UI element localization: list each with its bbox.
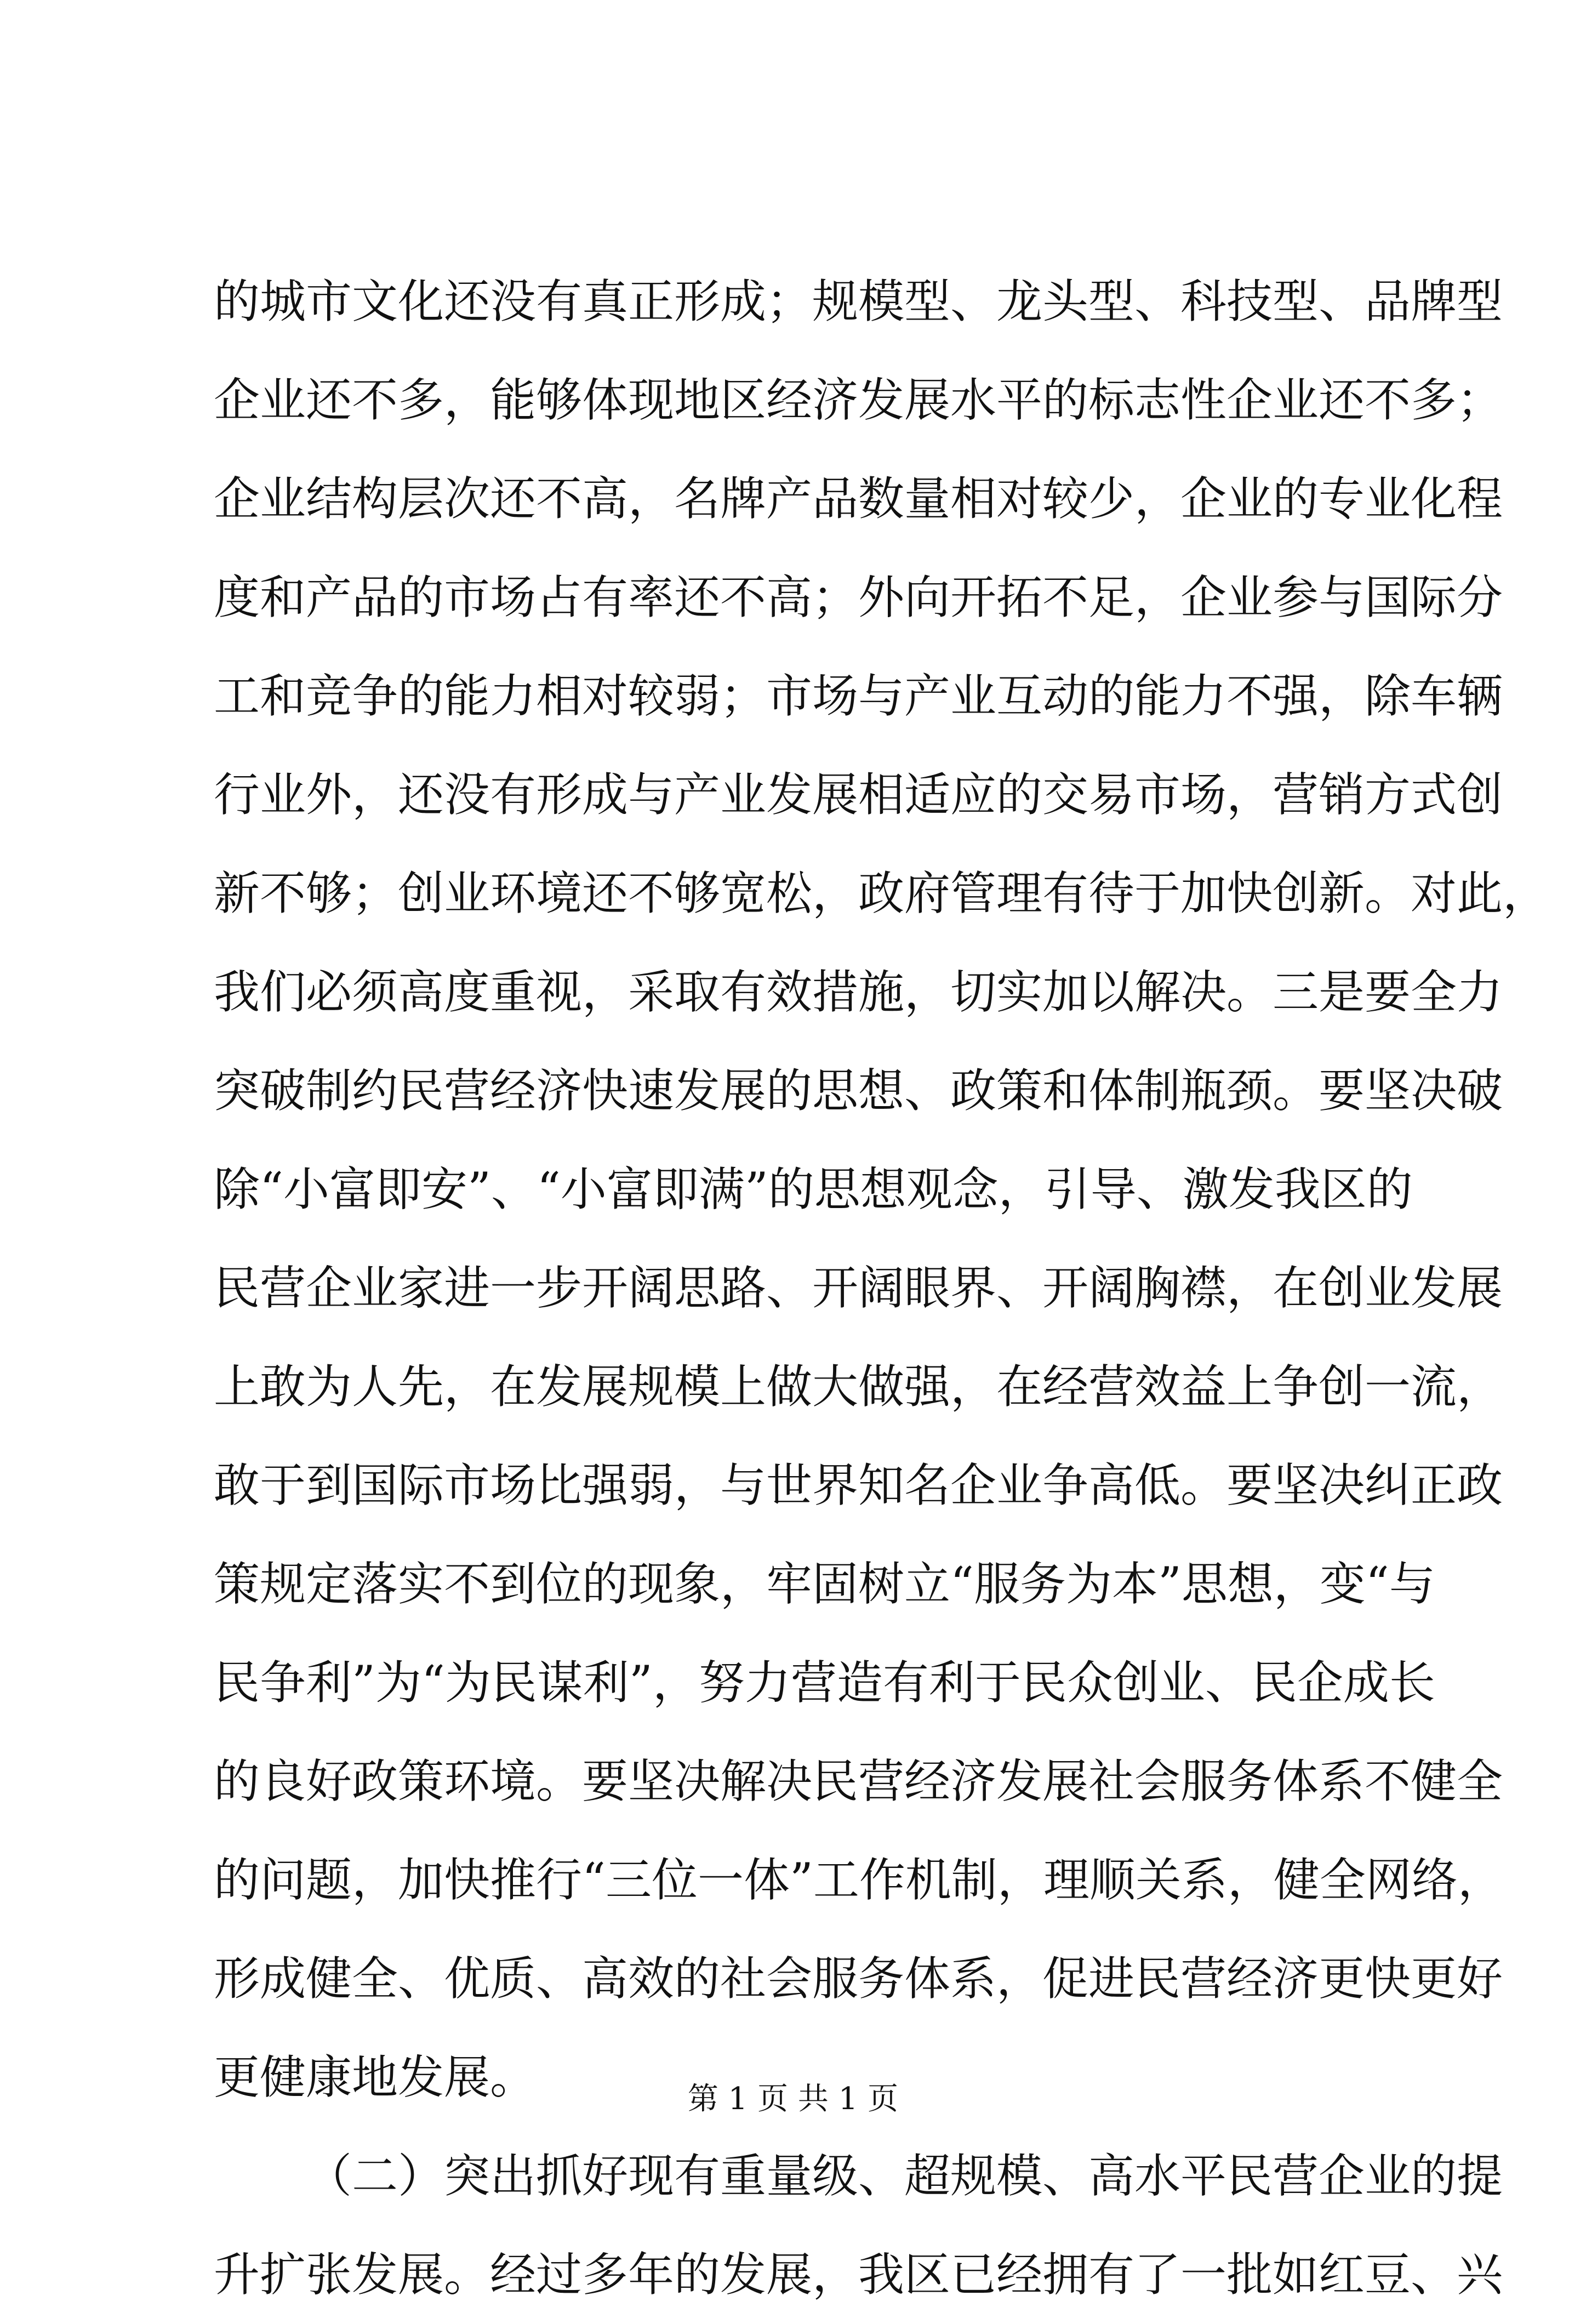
paragraph-1	[214, 252, 1549, 2127]
text-line: 除“小富即安”、“小富即满”的思想观念，引导、激发我区的	[214, 1163, 1413, 1216]
text-line: 度和产品的市场占有率还不高；外向开拓不足，企业参与国际分	[214, 571, 1503, 624]
page-number-label: 第 1 页 共 1 页	[687, 2081, 899, 2117]
text-line: 的良好政策环境。要坚决解决民营经济发展社会服务体系不健全	[214, 1755, 1503, 1808]
document-body	[214, 252, 1549, 2324]
text-line: 工和竞争的能力相对较弱；市场与产业互动的能力不强，除车辆	[214, 669, 1503, 723]
page-footer	[0, 2077, 1586, 2121]
text-line: 我们必须高度重视，采取有效措施，切实加以解决。三是要全力	[214, 965, 1503, 1019]
text-line: 上敢为人先，在发展规模上做大做强，在经营效益上争创一流，	[214, 1360, 1503, 1414]
text-line: 的问题，加快推行“三位一体”工作机制，理顺关系，健全网络，	[214, 1853, 1504, 1907]
paragraph-2	[214, 2127, 1503, 2324]
text-line: 敢于到国际市场比强弱，与世界知名企业争高低。要坚决纠正政	[214, 1459, 1503, 1512]
text-line: 行业外，还没有形成与产业发展相适应的交易市场，营销方式创	[214, 768, 1503, 822]
text-line: 形成健全、优质、高效的社会服务体系，促进民营经济更快更好	[214, 1952, 1503, 2006]
text-line: 升扩张发展。经过多年的发展，我区已经拥有了一批如红豆、兴	[214, 2248, 1503, 2302]
text-line: 企业结构层次还不高，名牌产品数量相对较少，企业的专业化程	[214, 472, 1503, 526]
text-line: 新不够；创业环境还不够宽松，政府管理有待于加快创新。对此，	[214, 867, 1549, 920]
text-line: 突破制约民营经济快速发展的思想、政策和体制瓶颈。要坚决破	[214, 1064, 1503, 1118]
text-line: 的城市文化还没有真正形成；规模型、龙头型、科技型、品牌型	[214, 275, 1503, 328]
text-line: 更健康地发展。	[214, 2050, 537, 2104]
text-line: （二）突出抓好现有重量级、超规模、高水平民营企业的提	[306, 2149, 1503, 2203]
text-line: 民争利”为“为民谋利”，努力营造有利于民众创业、民企成长	[214, 1656, 1435, 1710]
text-line: 民营企业家进一步开阔思路、开阔眼界、开阔胸襟，在创业发展	[214, 1261, 1503, 1315]
text-line: 企业还不多，能够体现地区经济发展水平的标志性企业还不多；	[214, 373, 1503, 427]
text-line: 策规定落实不到位的现象，牢固树立“服务为本”思想，变“与	[214, 1557, 1435, 1611]
